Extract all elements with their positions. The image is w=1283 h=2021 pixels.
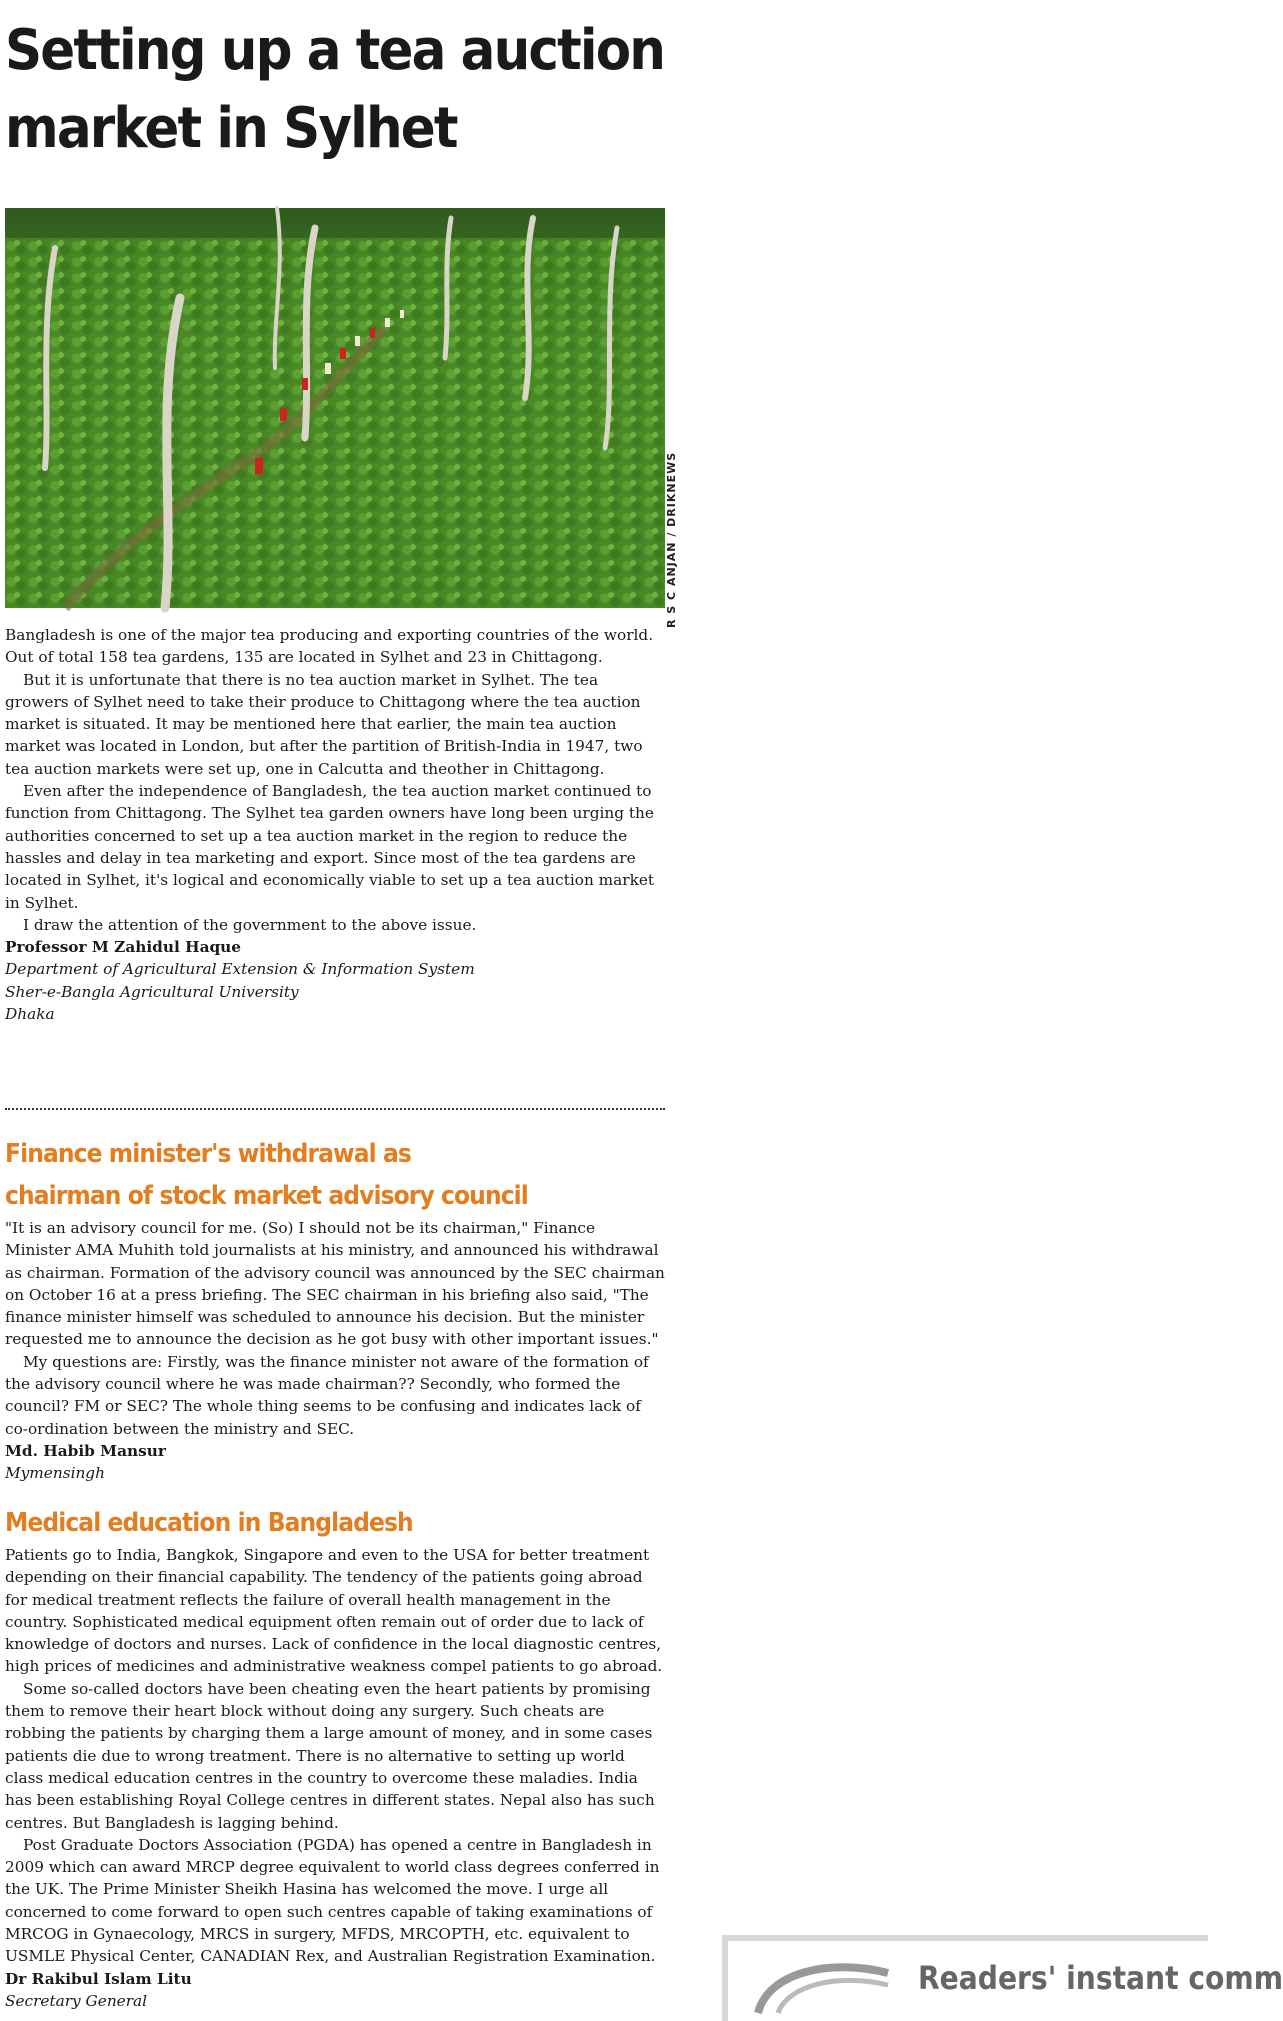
finance-headline-line1: Finance minister's withdrawal as bbox=[5, 1139, 411, 1169]
main-headline-line1: Setting up a tea auction bbox=[5, 18, 665, 83]
main-paragraph-2: But it is unfortunate that there is no tea auction market in Sylhet. The tea growers of Sylhet need to take their produce to Chittagong where the tea auction market is situated. It may be mentioned here that earlier, the main tea auction market was located in London, but after the partition of British-India in 1947, two tea auction markets were set up, one in Calcutta and theother in Chittagong. bbox=[5, 670, 643, 778]
medical-letter bbox=[5, 1502, 665, 2012]
photo-credit: R S C ANJAN / DRIKNEWS bbox=[665, 451, 678, 628]
finance-headline-line2: chairman of stock market advisory council bbox=[5, 1181, 528, 1211]
section-divider bbox=[5, 1108, 665, 1110]
main-paragraph-1: Bangladesh is one of the major tea producing and exporting countries of the world. Out of total 158 tea gardens, 135 are located in Sylhet and 23 in Chittagong. bbox=[5, 626, 654, 667]
main-affiliation-3: Dhaka bbox=[5, 1005, 55, 1024]
main-paragraph-4: I draw the attention of the government to the above issue. bbox=[23, 915, 477, 934]
main-affiliation-1: Department of Agricultural Extension & Information System bbox=[5, 960, 475, 979]
main-affiliation-2: Sher-e-Bangla Agricultural University bbox=[5, 982, 299, 1001]
finance-paragraph-2: My questions are: Firstly, was the finance minister not aware of the formation of the advisory council where he was made chairman?? Secondly, who formed the council? FM or SEC? The whole thing seems to be confusing and indicates lack of co-ordination between the ministry and SEC. bbox=[5, 1352, 649, 1438]
finance-author: Md. Habib Mansur bbox=[5, 1441, 166, 1460]
main-author: Professor M Zahidul Haque bbox=[5, 938, 242, 957]
main-paragraph-3: Even after the independence of Bangladesh, the tea auction market continued to function from Chittagong. The Sylhet tea garden owners have long been urging the authorities concerned to set up a tea auction market in the region to reduce the hassles and delay in tea marketing and export. Since most of the tea gardens are located in Sylhet, it's logical and economically viable to set up a tea auction market in Sylhet. bbox=[5, 782, 655, 912]
medical-author: Dr Rakibul Islam Litu bbox=[5, 1969, 192, 1988]
medical-affiliation: Secretary General bbox=[5, 1991, 148, 2010]
tea-garden-photo bbox=[5, 208, 665, 608]
finance-letter bbox=[5, 1133, 665, 1485]
left-column bbox=[5, 0, 678, 1024]
tea-garden-photo-frame bbox=[5, 208, 705, 628]
medical-headline: Medical education in Bangladesh bbox=[5, 1508, 413, 1538]
main-article-body bbox=[5, 624, 665, 1025]
speech-bubble-icon bbox=[748, 1953, 898, 2013]
main-headline-line2: market in Sylhet bbox=[5, 96, 457, 161]
readers-comments-title: Readers' instant comm bbox=[918, 1959, 1283, 1997]
readers-comments-box bbox=[722, 1935, 1283, 2021]
finance-affiliation: Mymensingh bbox=[5, 1464, 105, 1483]
main-headline bbox=[5, 12, 667, 168]
medical-paragraph-1: Patients go to India, Bangkok, Singapore and even to the USA for better treatment depending on their financial capability. The tendency of the patients going abroad for medical treatment reflects the failure of overall health management in the country. Sophisticated medical equipment often remain out of order due to lack of knowledge of doctors and nurses. Lack of confidence in the local diagnostic centres, high prices of medicines and administrative weakness compel patients to go abroad. bbox=[5, 1546, 663, 1676]
medical-paragraph-3: Post Graduate Doctors Association (PGDA) has opened a centre in Bangladesh in 2009 which can award MRCP degree equivalent to world class degrees conferred in the UK. The Prime Minister Sheikh Hasina has welcomed the move. I urge all concerned to come forward to open such centres capable of taking examinations of MRCOG in Gynaecology, MRCS in surgery, MFDS, MRCOPTH, etc. equivalent to USMLE Physical Center, CANADIAN Rex, and Australian Registration Examination. bbox=[5, 1835, 660, 1966]
medical-paragraph-2: Some so-called doctors have been cheating even the heart patients by promising them to remove their heart block without doing any surgery. Such cheats are robbing the patients by charging them a large amount of money, and in some cases patients die due to wrong treatment. There is no alternative to setting up world class medical education centres in the country to overcome these maladies. India has been establishing Royal College centres in different states. Nepal also has such centres. But Bangladesh is lagging behind. bbox=[5, 1679, 655, 1832]
finance-paragraph-1: "It is an advisory council for me. (So) I should not be its chairman," Finance Minister AMA Muhith told journalists at his ministry, and announced his withdrawal as chairman. Formation of the advisory council was announced by the SEC chairman on October 16 at a press briefing. The SEC chairman in his briefing also said, "The finance minister himself was scheduled to announce his decision. But the minister requested me to announce the decision as he got busy with other important issues." bbox=[5, 1219, 665, 1349]
